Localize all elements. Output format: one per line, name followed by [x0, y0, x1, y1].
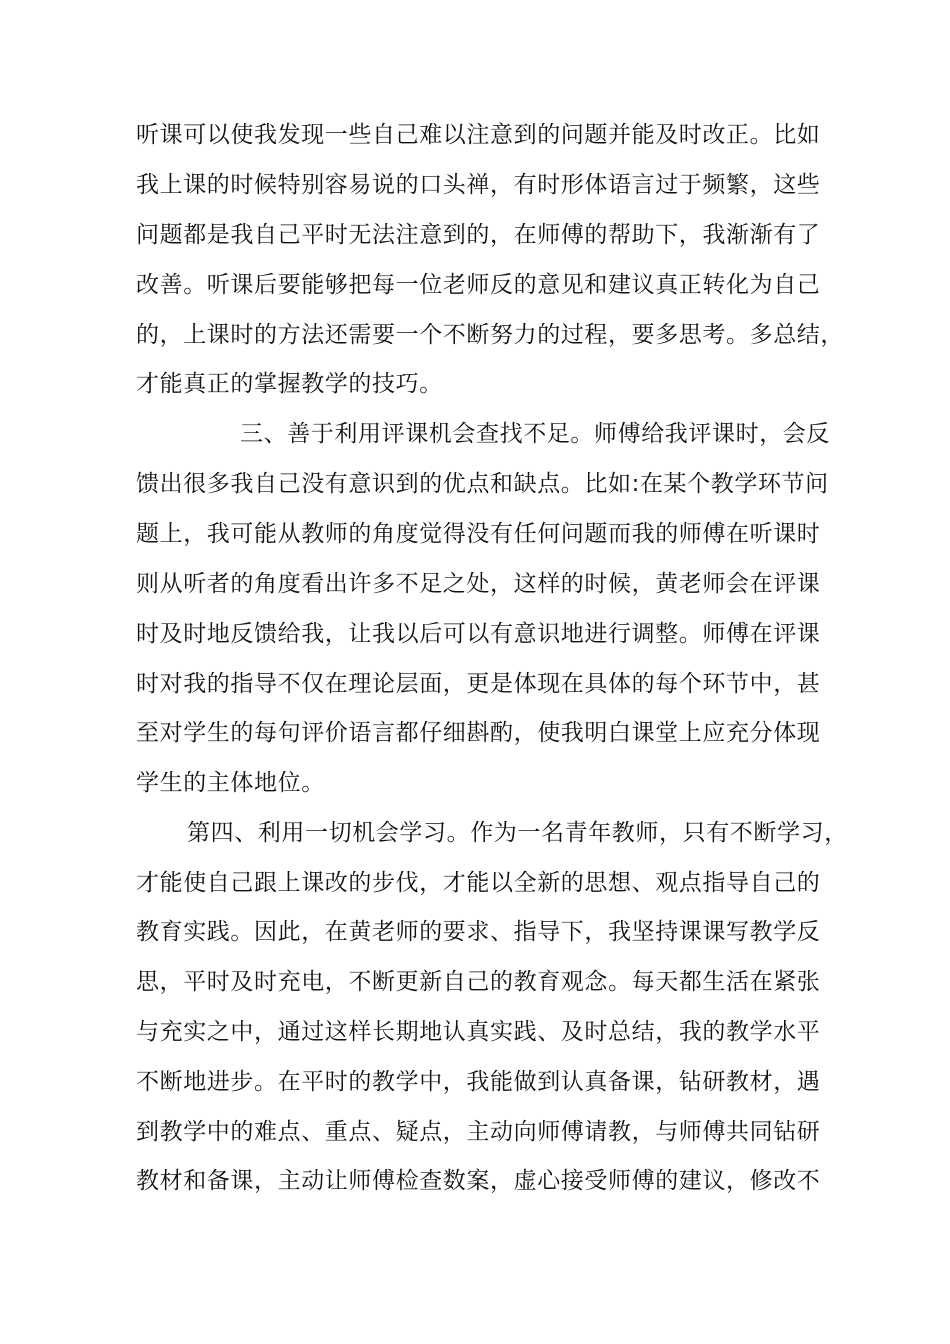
paragraph-1-line-3: 问题都是我自己平时无法注意到的，在师傅的帮助下，我渐渐有了	[136, 222, 821, 248]
paragraph-3-line-6: 不断地进步。在平时的教学中，我能做到认真备课，钻研教材，遇	[136, 1069, 821, 1095]
paragraph-2-line-8: 学生的主体地位。	[136, 770, 325, 796]
paragraph-2-line-3: 题上，我可能从教师的角度觉得没有任何问题而我的师傅在听课时	[136, 521, 821, 547]
paragraph-1-line-2: 我上课的时候特别容易说的口头禅，有时形体语言过于频繁，这些	[136, 172, 821, 198]
paragraph-2-line-7: 至对学生的每句评价语言都仔细斟酌，使我明白课堂上应充分体现	[136, 720, 821, 746]
paragraph-3-line-1: 第四、利用一切机会学习。作为一名青年教师，只有不断学习，	[187, 820, 848, 846]
paragraph-2-line-1: 三、善于利用评课机会查找不足。师傅给我评课时，会反	[240, 421, 830, 447]
paragraph-3-line-3: 教育实践。因此，在黄老师的要求、指导下，我坚持课课写教学反	[136, 919, 821, 945]
paragraph-2-line-2: 馈出很多我自己没有意识到的优点和缺点。比如:在某个教学环节问	[136, 471, 829, 497]
paragraph-1-line-1: 听课可以使我发现一些自己难以注意到的问题并能及时改正。比如	[136, 122, 821, 148]
paragraph-3-line-8: 教材和备课，主动让师傅检查数案，虚心接受师傅的建议，修改不	[136, 1168, 821, 1194]
paragraph-1-line-6: 才能真正的掌握教学的技巧。	[136, 371, 443, 397]
paragraph-3-line-2: 才能使自己跟上课改的步伐，才能以全新的思想、观点指导自己的	[136, 870, 821, 896]
paragraph-3-line-7: 到教学中的难点、重点、疑点，主动向师傅请教，与师傅共同钻研	[136, 1119, 821, 1145]
paragraph-2-line-5: 时及时地反馈给我，让我以后可以有意识地进行调整。师傅在评课	[136, 621, 821, 647]
paragraph-2-line-6: 时对我的指导不仅在理论层面，更是体现在具体的每个环节中，甚	[136, 671, 821, 697]
paragraph-3-line-5: 与充实之中，通过这样长期地认真实践、及时总结，我的教学水平	[136, 1019, 821, 1045]
paragraph-2-line-4: 则从听者的角度看出许多不足之处，这样的时候，黄老师会在评课	[136, 571, 821, 597]
paragraph-3-line-4: 思，平时及时充电，不断更新自己的教育观念。每天都生活在紧张	[136, 969, 821, 995]
paragraph-1-line-4: 改善。听课后要能够把每一位老师反的意见和建议真正转化为自己	[136, 272, 821, 298]
paragraph-1-line-5: 的，上课时的方法还需要一个不断努力的过程，要多思考。多总结，	[136, 322, 844, 348]
